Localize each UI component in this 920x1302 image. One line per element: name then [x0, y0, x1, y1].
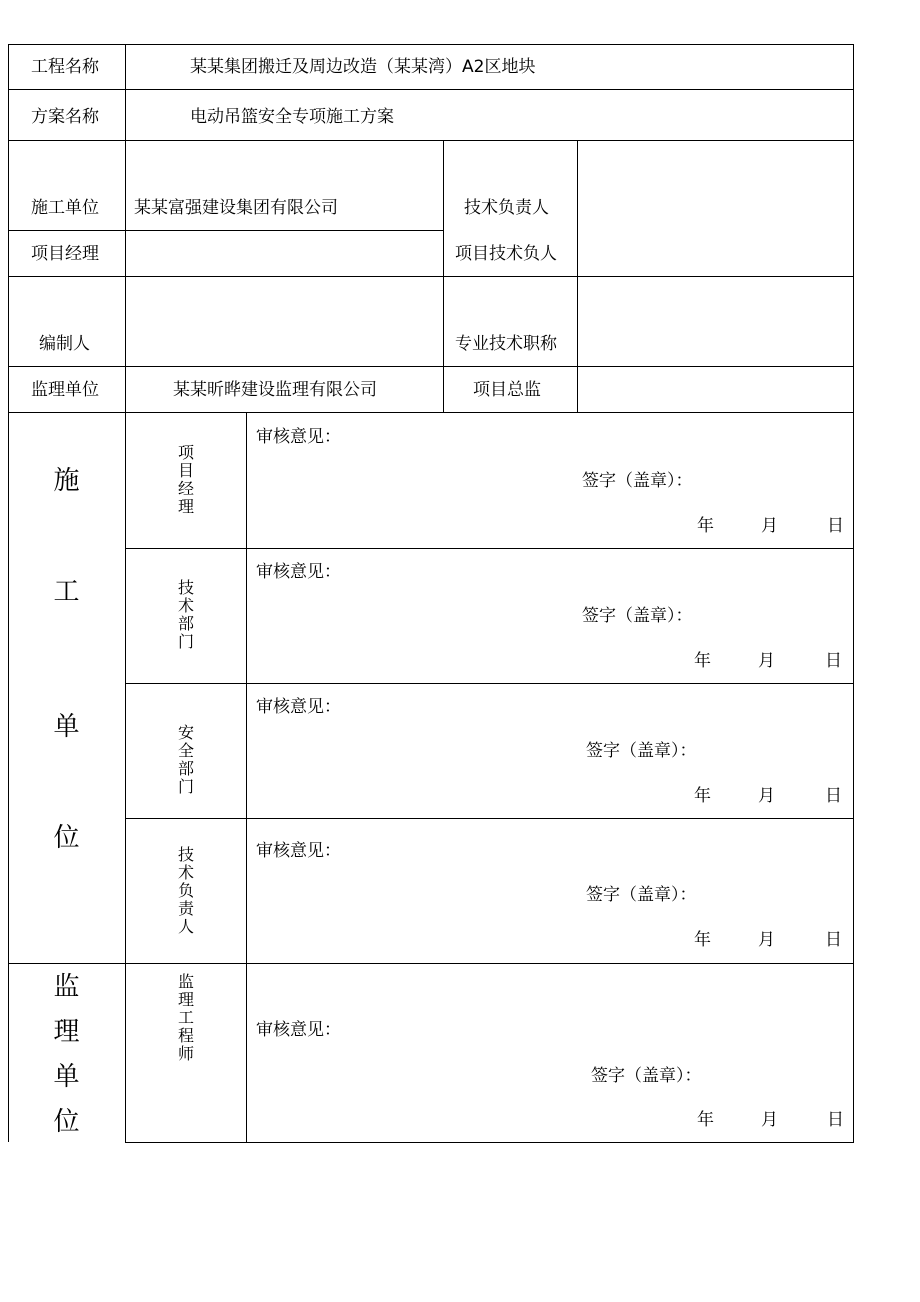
date-year: 年 — [694, 651, 711, 671]
date-month: 月 — [761, 516, 778, 536]
role-label: 监理工程师 — [177, 972, 194, 1063]
date-day: 日 — [825, 930, 842, 950]
chief-supervisor-label: 项目总监 — [473, 380, 541, 400]
signature-label: 签字（盖章）： — [582, 606, 693, 626]
signature-label: 签字（盖章）： — [591, 1066, 702, 1086]
date-day: 日 — [825, 651, 842, 671]
construction-unit-label: 施工单位 — [31, 198, 99, 218]
group-char: 工 — [53, 577, 80, 607]
date-year: 年 — [694, 786, 711, 806]
date-day: 日 — [825, 786, 842, 806]
date-day: 日 — [827, 1110, 844, 1130]
review-opinion-label: 审核意见： — [256, 697, 341, 717]
signature-label: 签字（盖章）： — [586, 741, 697, 761]
scheme-name-value: 电动吊篮安全专项施工方案 — [190, 107, 394, 127]
role-label: 安全部门 — [177, 723, 194, 796]
date-month: 月 — [758, 786, 775, 806]
date-year: 年 — [697, 1110, 714, 1130]
role-label: 技术负责人 — [177, 845, 194, 936]
role-label: 技术部门 — [177, 578, 194, 651]
review-opinion-label: 审核意见： — [256, 841, 341, 861]
signature-label: 签字（盖章）： — [582, 471, 693, 491]
group-char: 理 — [53, 1017, 80, 1047]
review-opinion-label: 审核意见： — [256, 427, 341, 447]
group-char: 施 — [53, 466, 80, 496]
project-tech-lead-label: 项目技术负人 — [455, 244, 557, 264]
tech-lead-label: 技术负责人 — [464, 198, 549, 218]
group-char: 位 — [53, 1107, 80, 1137]
review-opinion-label: 审核意见： — [256, 1020, 341, 1040]
group-char: 监 — [53, 972, 80, 1002]
date-day: 日 — [827, 516, 844, 536]
project-name-label: 工程名称 — [31, 57, 99, 77]
date-month: 月 — [758, 651, 775, 671]
role-label: 项目经理 — [177, 443, 194, 516]
supervision-unit-value: 某某昕晔建设监理有限公司 — [173, 380, 377, 400]
project-manager-label: 项目经理 — [31, 244, 99, 264]
group-char: 单 — [53, 712, 80, 742]
compiler-label: 编制人 — [39, 334, 90, 354]
date-month: 月 — [758, 930, 775, 950]
signature-label: 签字（盖章）： — [586, 885, 697, 905]
construction-unit-value: 某某富强建设集团有限公司 — [134, 198, 338, 218]
scheme-name-label: 方案名称 — [31, 107, 99, 127]
date-month: 月 — [761, 1110, 778, 1130]
group-char: 单 — [53, 1062, 80, 1092]
review-opinion-label: 审核意见： — [256, 562, 341, 582]
date-year: 年 — [697, 516, 714, 536]
project-name-value: 某某集团搬迁及周边改造（某某湾）A2区地块 — [190, 57, 536, 77]
supervision-unit-label: 监理单位 — [31, 380, 99, 400]
professional-title-label: 专业技术职称 — [455, 334, 557, 354]
date-year: 年 — [694, 930, 711, 950]
group-char: 位 — [53, 823, 80, 853]
